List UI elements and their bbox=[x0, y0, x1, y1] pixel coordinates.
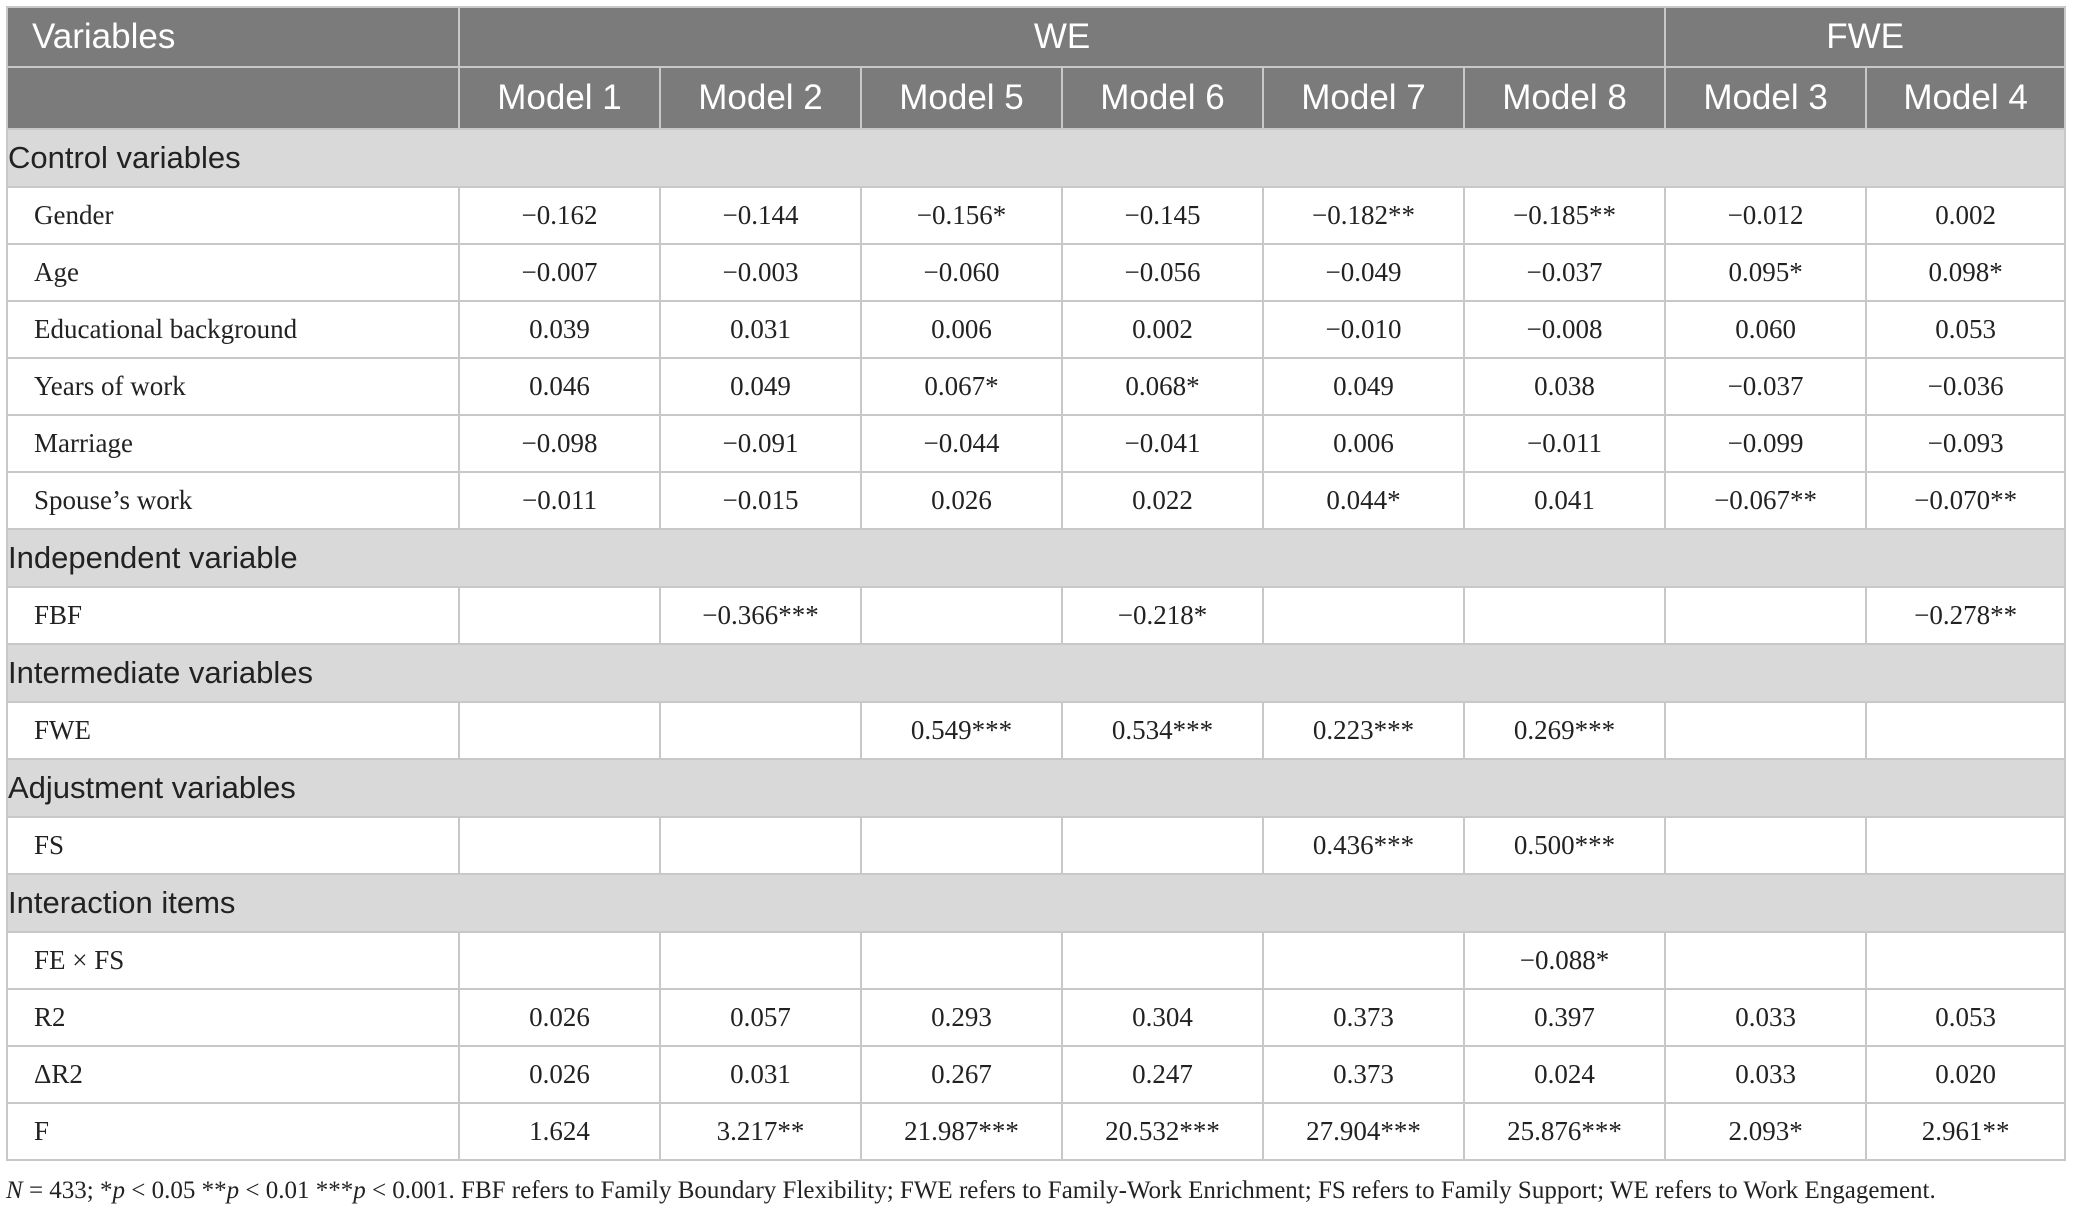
model-header: Model 8 bbox=[1464, 67, 1665, 129]
table-row bbox=[7, 244, 2065, 301]
table-cell bbox=[1665, 817, 1866, 874]
section-header-row bbox=[7, 874, 2065, 932]
table-row bbox=[7, 817, 2065, 874]
table-cell: 0.500*** bbox=[1464, 817, 1665, 874]
table-row bbox=[7, 301, 2065, 358]
table-cell: 0.044* bbox=[1263, 472, 1464, 529]
table-cell bbox=[459, 587, 660, 644]
table-cell: −0.060 bbox=[861, 244, 1062, 301]
table-cell: −0.185** bbox=[1464, 187, 1665, 244]
table-cell: −0.015 bbox=[660, 472, 861, 529]
table-row bbox=[7, 1103, 2065, 1160]
table-cell bbox=[459, 817, 660, 874]
table-row bbox=[7, 187, 2065, 244]
section-header-row bbox=[7, 129, 2065, 187]
table-cell bbox=[459, 702, 660, 759]
table-cell bbox=[1263, 587, 1464, 644]
table-cell bbox=[1665, 587, 1866, 644]
table-cell bbox=[459, 932, 660, 989]
table-cell: 27.904*** bbox=[1263, 1103, 1464, 1160]
table-row bbox=[7, 415, 2065, 472]
table-row bbox=[7, 989, 2065, 1046]
model-header: Model 5 bbox=[861, 67, 1062, 129]
row-label: Spouse’s work bbox=[7, 472, 459, 529]
table-cell: 0.293 bbox=[861, 989, 1062, 1046]
table-row bbox=[7, 358, 2065, 415]
table-cell: 0.033 bbox=[1665, 989, 1866, 1046]
table-footnote bbox=[6, 1177, 2064, 1205]
table-cell: −0.011 bbox=[459, 472, 660, 529]
footnote-p: p bbox=[353, 1177, 366, 1204]
table-cell: −0.088* bbox=[1464, 932, 1665, 989]
footnote-p: p bbox=[226, 1177, 240, 1204]
table-cell: −0.366*** bbox=[660, 587, 861, 644]
table-row bbox=[7, 1046, 2065, 1103]
table-cell: 0.033 bbox=[1665, 1046, 1866, 1103]
table-cell: −0.067** bbox=[1665, 472, 1866, 529]
table-cell: 0.020 bbox=[1866, 1046, 2065, 1103]
table-cell: 0.373 bbox=[1263, 989, 1464, 1046]
table-cell: −0.070** bbox=[1866, 472, 2065, 529]
row-label: Years of work bbox=[7, 358, 459, 415]
table-cell: 0.098* bbox=[1866, 244, 2065, 301]
model-header: Model 1 bbox=[459, 67, 660, 129]
footnote-text: = 433; * bbox=[22, 1177, 113, 1204]
group-header-row bbox=[7, 7, 2065, 67]
row-label: FBF bbox=[7, 587, 459, 644]
table-cell: 1.624 bbox=[459, 1103, 660, 1160]
section-title: Interaction items bbox=[7, 874, 2065, 932]
section-header-row bbox=[7, 759, 2065, 817]
table-cell: 0.031 bbox=[660, 301, 861, 358]
table-cell: −0.003 bbox=[660, 244, 861, 301]
model-header: Model 2 bbox=[660, 67, 861, 129]
table-cell: 0.039 bbox=[459, 301, 660, 358]
table-cell: 20.532*** bbox=[1062, 1103, 1263, 1160]
row-label: ΔR2 bbox=[7, 1046, 459, 1103]
table-cell: −0.008 bbox=[1464, 301, 1665, 358]
table-cell: −0.145 bbox=[1062, 187, 1263, 244]
table-body bbox=[7, 129, 2065, 1160]
table-cell: 0.038 bbox=[1464, 358, 1665, 415]
table-cell: 0.534*** bbox=[1062, 702, 1263, 759]
variables-header: Variables bbox=[7, 7, 459, 67]
table-cell bbox=[1062, 817, 1263, 874]
table-cell: 0.068* bbox=[1062, 358, 1263, 415]
table-cell: 0.053 bbox=[1866, 301, 2065, 358]
table-cell: −0.049 bbox=[1263, 244, 1464, 301]
table-cell: −0.007 bbox=[459, 244, 660, 301]
table-cell: 0.223*** bbox=[1263, 702, 1464, 759]
table-cell bbox=[1866, 702, 2065, 759]
table-cell bbox=[1665, 932, 1866, 989]
table-cell: 0.026 bbox=[459, 989, 660, 1046]
table-cell: 0.002 bbox=[1866, 187, 2065, 244]
table-cell: −0.278** bbox=[1866, 587, 2065, 644]
table-cell bbox=[861, 817, 1062, 874]
section-title: Independent variable bbox=[7, 529, 2065, 587]
table-cell: −0.037 bbox=[1665, 358, 1866, 415]
table-row bbox=[7, 932, 2065, 989]
table-cell: 0.002 bbox=[1062, 301, 1263, 358]
table-cell: 3.217** bbox=[660, 1103, 861, 1160]
table-cell: 0.049 bbox=[1263, 358, 1464, 415]
table-cell: −0.144 bbox=[660, 187, 861, 244]
table-cell: −0.036 bbox=[1866, 358, 2065, 415]
table-cell bbox=[861, 932, 1062, 989]
row-label: R2 bbox=[7, 989, 459, 1046]
table-cell: 0.304 bbox=[1062, 989, 1263, 1046]
table-cell: −0.011 bbox=[1464, 415, 1665, 472]
table-cell: −0.056 bbox=[1062, 244, 1263, 301]
table-cell: 0.060 bbox=[1665, 301, 1866, 358]
row-label: FWE bbox=[7, 702, 459, 759]
row-label: FE × FS bbox=[7, 932, 459, 989]
section-title: Intermediate variables bbox=[7, 644, 2065, 702]
table-cell: 2.961** bbox=[1866, 1103, 2065, 1160]
table-cell: 0.057 bbox=[660, 989, 861, 1046]
footnote-text: < 0.05 ** bbox=[124, 1177, 227, 1204]
table-cell: 0.247 bbox=[1062, 1046, 1263, 1103]
regression-table bbox=[6, 6, 2066, 1161]
table-cell: 2.093* bbox=[1665, 1103, 1866, 1160]
table-cell: −0.037 bbox=[1464, 244, 1665, 301]
table-cell: −0.182** bbox=[1263, 187, 1464, 244]
row-label: Gender bbox=[7, 187, 459, 244]
table-cell: 21.987*** bbox=[861, 1103, 1062, 1160]
table-cell bbox=[1866, 932, 2065, 989]
model-header: Model 6 bbox=[1062, 67, 1263, 129]
table-cell bbox=[1464, 587, 1665, 644]
model-header: Model 7 bbox=[1263, 67, 1464, 129]
table-cell bbox=[1062, 932, 1263, 989]
table-cell: −0.162 bbox=[459, 187, 660, 244]
table-cell: −0.091 bbox=[660, 415, 861, 472]
table-cell bbox=[660, 702, 861, 759]
section-title: Adjustment variables bbox=[7, 759, 2065, 817]
row-label: Educational background bbox=[7, 301, 459, 358]
table-cell bbox=[1665, 702, 1866, 759]
model-header: Model 4 bbox=[1866, 67, 2065, 129]
table-cell: 0.095* bbox=[1665, 244, 1866, 301]
footnote-text: < 0.001. FBF refers to Family Boundary Flexibility; FWE refers to Family-Work Enrichment; FS refers to Family Support; WE refers to Work Engagement. bbox=[365, 1177, 1936, 1204]
table-cell bbox=[660, 932, 861, 989]
table-cell: 0.041 bbox=[1464, 472, 1665, 529]
table-cell: 0.373 bbox=[1263, 1046, 1464, 1103]
table-cell: 0.031 bbox=[660, 1046, 861, 1103]
table-cell: −0.041 bbox=[1062, 415, 1263, 472]
table-row bbox=[7, 702, 2065, 759]
table-cell: 0.549*** bbox=[861, 702, 1062, 759]
table-cell: 0.006 bbox=[861, 301, 1062, 358]
table-cell: −0.156* bbox=[861, 187, 1062, 244]
row-label: FS bbox=[7, 817, 459, 874]
table-cell bbox=[1263, 932, 1464, 989]
row-label: Marriage bbox=[7, 415, 459, 472]
table-cell: 0.026 bbox=[861, 472, 1062, 529]
row-label: F bbox=[7, 1103, 459, 1160]
table-row bbox=[7, 587, 2065, 644]
footnote-p: p bbox=[112, 1177, 125, 1204]
table-cell: 0.053 bbox=[1866, 989, 2065, 1046]
table-cell: 0.046 bbox=[459, 358, 660, 415]
table-cell: 0.397 bbox=[1464, 989, 1665, 1046]
table-cell: 0.269*** bbox=[1464, 702, 1665, 759]
group-header-fwe: FWE bbox=[1665, 7, 2065, 67]
table-cell: 25.876*** bbox=[1464, 1103, 1665, 1160]
table-cell: 0.024 bbox=[1464, 1046, 1665, 1103]
table-cell: −0.012 bbox=[1665, 187, 1866, 244]
table-cell: −0.099 bbox=[1665, 415, 1866, 472]
table-cell: −0.093 bbox=[1866, 415, 2065, 472]
section-header-row bbox=[7, 644, 2065, 702]
table-container bbox=[6, 6, 2064, 1205]
table-cell: 0.006 bbox=[1263, 415, 1464, 472]
footnote-text: < 0.01 *** bbox=[239, 1177, 354, 1204]
table-cell: −0.218* bbox=[1062, 587, 1263, 644]
row-label: Age bbox=[7, 244, 459, 301]
section-title: Control variables bbox=[7, 129, 2065, 187]
section-header-row bbox=[7, 529, 2065, 587]
model-header-empty bbox=[7, 67, 459, 129]
table-cell: −0.010 bbox=[1263, 301, 1464, 358]
group-header-we: WE bbox=[459, 7, 1665, 67]
model-header: Model 3 bbox=[1665, 67, 1866, 129]
footnote-n: N bbox=[6, 1177, 23, 1204]
model-header-row bbox=[7, 67, 2065, 129]
table-cell: 0.049 bbox=[660, 358, 861, 415]
table-cell: 0.026 bbox=[459, 1046, 660, 1103]
table-cell: 0.067* bbox=[861, 358, 1062, 415]
table-cell: 0.267 bbox=[861, 1046, 1062, 1103]
table-cell: 0.436*** bbox=[1263, 817, 1464, 874]
table-cell bbox=[861, 587, 1062, 644]
table-cell: 0.022 bbox=[1062, 472, 1263, 529]
table-row bbox=[7, 472, 2065, 529]
table-cell: −0.044 bbox=[861, 415, 1062, 472]
table-cell bbox=[1866, 817, 2065, 874]
table-cell bbox=[660, 817, 861, 874]
table-cell: −0.098 bbox=[459, 415, 660, 472]
